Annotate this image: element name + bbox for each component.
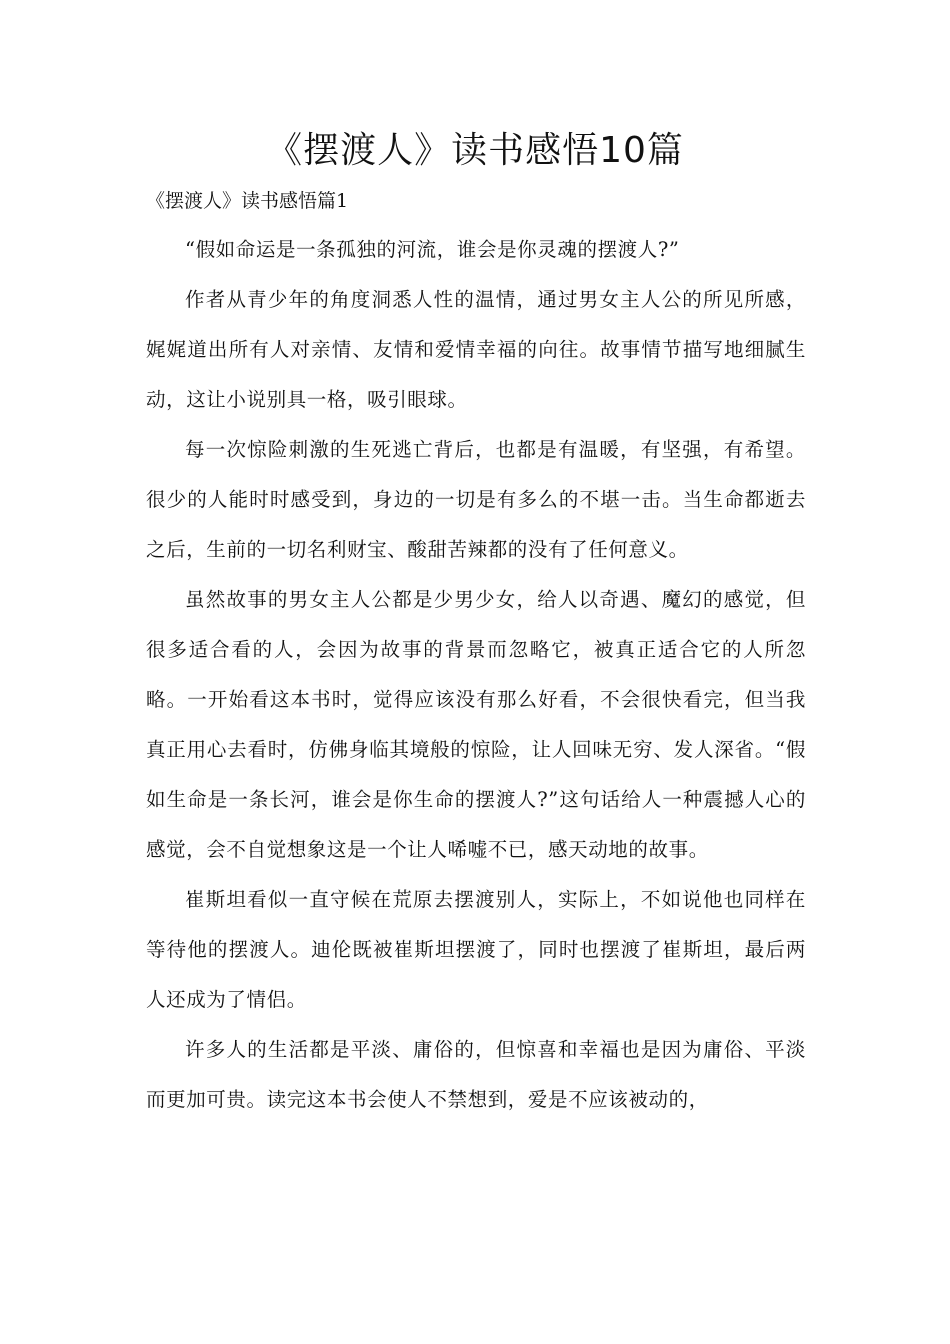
paragraph-3: 每一次惊险刺激的生死逃亡背后，也都是有温暖，有坚强，有希望。很少的人能时时感受到，身边的一切是有多么的不堪一击。当生命都逝去之后，生前的一切名利财宝、酸甜苦辣都的没有了任何意义。 xyxy=(146,438,806,561)
paragraph-6: 许多人的生活都是平淡、庸俗的，但惊喜和幸福也是因为庸俗、平淡而更加可贵。读完这本书会使人不禁想到，爱是不应该被动的， xyxy=(146,1038,806,1111)
paragraph-1: “假如命运是一条孤独的河流，谁会是你灵魂的摆渡人?” xyxy=(185,238,680,261)
document-body xyxy=(146,225,806,1125)
section-heading: 《摆渡人》读书感悟篇1 xyxy=(146,190,349,212)
paragraph-5: 崔斯坦看似一直守候在荒原去摆渡别人，实际上，不如说他也同样在等待他的摆渡人。迪伦既被崔斯坦摆渡了，同时也摆渡了崔斯坦，最后两人还成为了情侣。 xyxy=(146,888,806,1011)
document-title: 《摆渡人》读书感悟10篇 xyxy=(266,130,684,171)
paragraph-4: 虽然故事的男女主人公都是少男少女，给人以奇遇、魔幻的感觉，但很多适合看的人，会因为故事的背景而忽略它，被真正适合它的人所忽略。一开始看这本书时，觉得应该没有那么好看，不会很快看完，但当我真正用心去看时，仿佛身临其境般的惊险，让人回味无穷、发人深省。“假如生命是一条长河，谁会是你生命的摆渡人?”这句话给人一种震撼人心的感觉，会不自觉想象这是一个让人唏嘘不已，感天动地的故事。 xyxy=(146,588,806,861)
paragraph-2: 作者从青少年的角度洞悉人性的温情，通过男女主人公的所见所感，娓娓道出所有人对亲情、友情和爱情幸福的向往。故事情节描写地细腻生动，这让小说别具一格，吸引眼球。 xyxy=(146,288,806,411)
